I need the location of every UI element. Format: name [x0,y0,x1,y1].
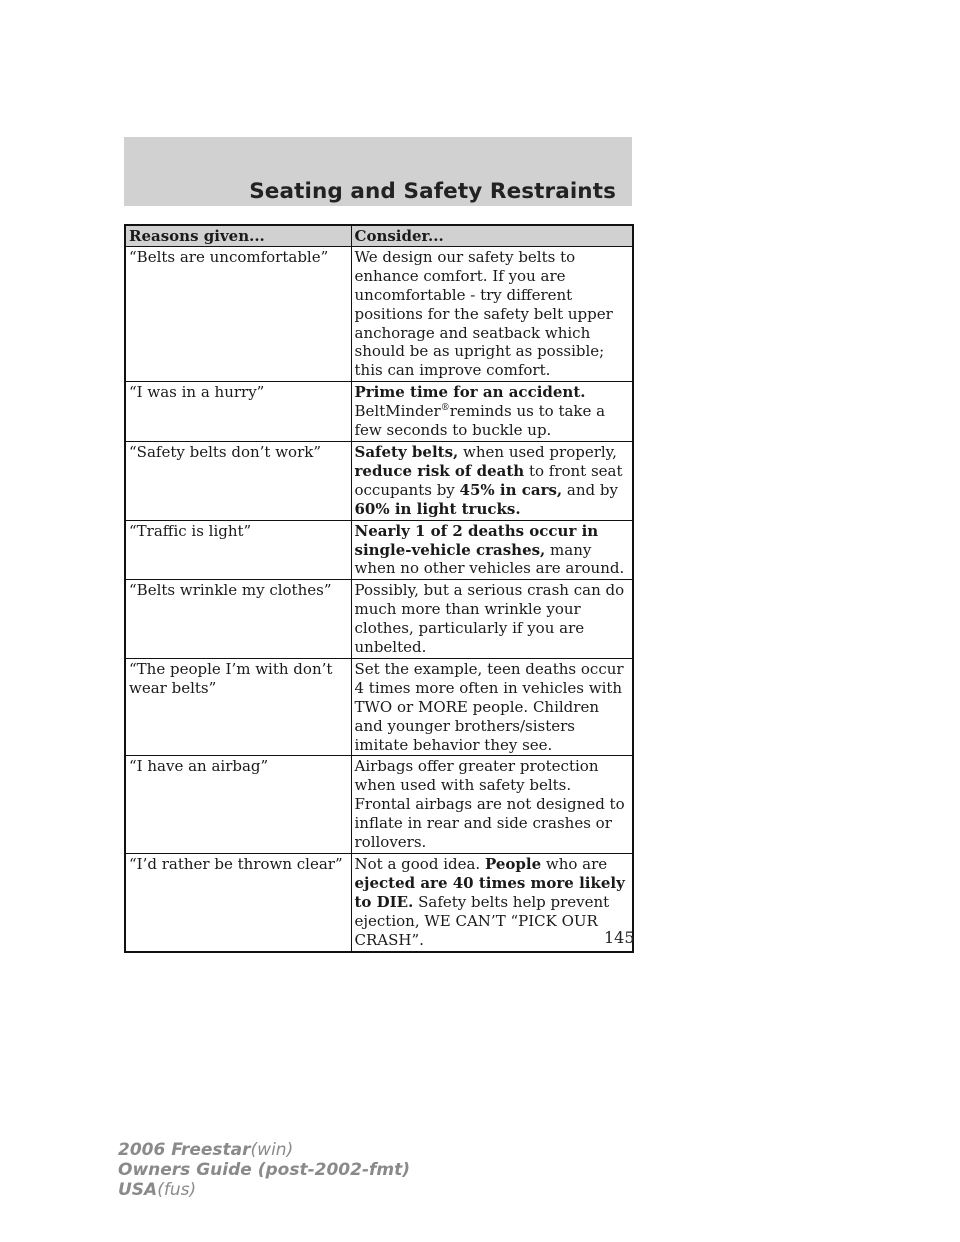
footer-line-2 [118,1160,410,1180]
body-text: Set the example, teen deaths occur 4 times more often in vehicles with TWO or MORE people. Children and younger brothers/sisters imitate behavior they see. [354,659,624,754]
footer-market: USA [118,1180,158,1200]
consider-cell [351,580,633,659]
body-text: Possibly, but a serious crash can do much more than wrinkle your clothes, particularly if you are unbelted. [354,581,625,657]
emphasis-text: Prime time for an accident. [354,383,586,402]
consider-cell [351,756,633,854]
body-text: many when no other vehicles are around. [354,540,625,578]
table-row [125,382,633,442]
consider-cell [351,520,633,580]
emphasis-text: People [484,855,542,873]
reasons-table [124,224,634,953]
body-text: when used properly, [458,442,617,461]
reasons-table-container [124,224,632,953]
consider-cell [351,658,633,756]
column-header-reasons: Reasons given... [125,225,351,246]
table-row [125,246,633,381]
section-header-band [124,137,632,206]
body-text: and by [562,480,618,499]
page-number: 145 [604,928,635,947]
footer-guide: Owners Guide (post-2002-fmt) [118,1160,411,1180]
table-row [125,520,633,580]
consider-cell [351,441,633,520]
footer-market-tag: (fus) [157,1180,197,1200]
consider-cell [351,854,633,952]
table-header-row [125,225,633,246]
body-text: Not a good idea. [354,855,485,873]
consider-cell [351,382,633,442]
registered-mark: ® [440,403,450,414]
section-title: Seating and Safety Restraints [249,179,616,204]
emphasis-text: 45% in cars, [459,480,563,499]
consider-cell [351,246,633,381]
body-text: We design our safety belts to enhance comfort. If you are uncomfortable - try different positions for the safety belt upper anchorage and seatback which should be as upright as possible; this can improve comfort. [354,247,613,380]
reason-cell: “Belts are uncomfortable” [125,246,351,381]
reason-cell: “I’d rather be thrown clear” [125,854,351,952]
reason-cell: “The people I’m with don’t wear belts” [125,658,351,756]
footer-line-1 [118,1140,410,1160]
body-text: to front seat occupants by [354,461,623,499]
footer-model: 2006 Freestar [118,1140,251,1160]
emphasis-text: reduce risk of death [354,461,525,480]
emphasis-text: ejected are 40 times more likely to DIE. [354,873,625,911]
reason-cell: “I have an airbag” [125,756,351,854]
table-row [125,756,633,854]
footer-model-tag: (win) [250,1140,294,1160]
emphasis-text: Nearly 1 of 2 deaths occur in single-vehicle crashes, [354,521,599,559]
reason-cell: “I was in a hurry” [125,382,351,442]
body-text: reminds us to take a few seconds to buckle up. [354,402,606,440]
emphasis-text: Safety belts, [354,442,459,461]
table-row [125,580,633,659]
body-text: BeltMinder [354,402,441,421]
reason-cell: “Safety belts don’t work” [125,441,351,520]
reason-cell: “Belts wrinkle my clothes” [125,580,351,659]
table-row [125,854,633,952]
body-text: Airbags offer greater protection when used with safety belts. Frontal airbags are not designed to inflate in rear and side crashes or rollovers. [354,757,625,852]
emphasis-text: 60% in light trucks. [354,499,521,518]
table-row [125,658,633,756]
reason-cell: “Traffic is light” [125,520,351,580]
document-footer [118,1140,410,1200]
footer-line-3 [118,1180,410,1200]
body-text: who are [541,855,608,873]
body-text: Safety belts help prevent ejection, WE CAN’T “PICK OUR CRASH”. [354,892,610,949]
column-header-consider: Consider... [351,225,633,246]
table-row [125,441,633,520]
table-body [125,246,633,951]
